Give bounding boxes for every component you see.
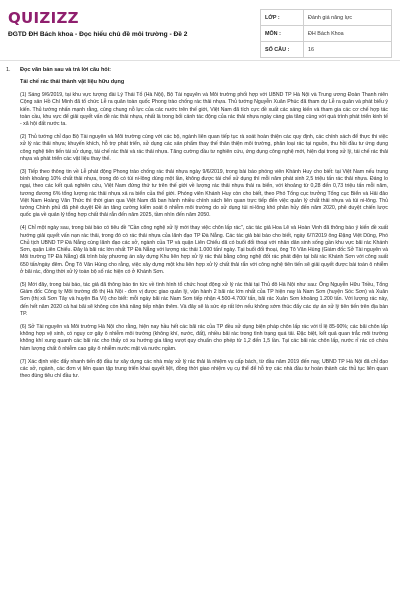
info-row-subject	[261, 26, 392, 42]
info-value: Đánh giá năng lực	[304, 10, 392, 26]
passage-paragraph: (7) Xác định việc đẩy nhanh tiến độ đầu tư xây dựng các nhà máy xử lý rác thải là nhiệm vụ cấp bách, từ đầu năm 2019 đến nay, UBND TP Hà Nội đã chỉ đạo các sở, ngành, các đơn vị liên quan tập trung triển khai quyết liệt, đồng thời giao nhiệm vụ cụ thể để hỗ trợ các nhà đầu tư hoàn thành các thủ tục liên quan theo đúng tiêu chí đầu tư.	[20, 358, 388, 380]
question-header	[6, 66, 388, 74]
info-value: 16	[304, 42, 392, 58]
info-row-count	[261, 42, 392, 58]
passage-paragraph: (3) Tiếp theo thông tin về Lễ phát động Phong trào chống rác thải nhựa ngày 9/6/2019, trong bài báo phóng viên Khánh Huy cho biết: tại Việt Nam nếu trung bình khoảng 10% chất thải nhựa, trong đó có túi ni-lông dùng một lần, không được tái chế sử dụng thì mỗi năm phát sinh 2,5 triệu tấn rác thải nhựa. Đáng lo ngại, theo các kết quả nghiên cứu, Việt Nam đứng thứ tư trên thế giới về lượng rác thải nhựa thải ra biển, với khoảng từ 0,28 đến 0,73 triệu tấn mỗi năm, tương đương 6% tổng lượng rác thải nhựa xả ra biển của thế giới. Phóng viên Khánh Huy còn cho biết, theo Phó Tổng cục trưởng Tổng cục Biển và Hải đảo Việt Nam Hoàng Văn Thức thì thời gian qua Việt Nam đã ban hành nhiều chính sách liên quan trực tiếp đến việc quản lý chất thải nhựa và túi ni-lông. Thủ tướng Chính phủ đã phê duyệt Đề án tăng cường kiểm soát ô nhiễm môi trường do sử dụng túi ni-lông khó phân hủy đến năm 2020, phê duyệt chiến lược quốc gia về quản lý tổng hợp chất thải rắn đến năm 2025, tầm nhìn đến năm 2050.	[20, 168, 388, 219]
quizizz-logo: QUIZIZZ	[8, 9, 79, 27]
info-key: MÔN :	[261, 26, 304, 42]
question-number: 1.	[6, 67, 11, 73]
passage-paragraph: (6) Sở Tài nguyên và Môi trường Hà Nội cho rằng, hiện nay hầu hết các bãi rác của TP đều sử dụng biện pháp chôn lấp rác với tỉ lệ 85-90%; các bãi chôn lấp không hợp vệ sinh, có nguy cơ gây ô nhiễm môi trường (không khí, nước, đất), nhiều bãi rác trong tình trạng quá tải. Đặc biệt, kết quả quan trắc môi trường không khí xung quanh các bãi rác cho thấy có xu hướng gia tăng vượt quy chuẩn cho phép từ 1,2 đến 1,5 lần. Tại các bãi rác chôn lấp, nước rỉ rác có chứa hàm lượng chất ô nhiễm cao gây ô nhiễm nước mặt và nước ngầm.	[20, 323, 388, 352]
question-block	[6, 66, 388, 386]
passage-title: Tái chế rác thải thành vật liệu hữu dụng	[20, 79, 125, 85]
info-value: ĐH Bách Khoa	[304, 26, 392, 42]
passage-paragraph: (5) Mới đây, trong bài báo, tác giả đã thông báo tin tức về tình hình tổ chức hoạt động xử lý rác thải tại Thủ đô Hà Nội như sau: Ông Nguyễn Hữu Triều, Tổng Giám đốc Công ty Môi trường đô thị Hà Nội - đơn vị được giao quản lý, vận hành 2 bãi rác lớn nhất của TP hiện nay là Nam Sơn (huyện Sóc Sơn) và Xuân Sơn (thị xã Sơn Tây và huyện Ba Vì) cho biết: mỗi ngày bãi rác Nam Sơn tiếp nhận 4.500-4.700/ tấn, bãi rác Xuân Sơn khoảng 1.200 tấn. Với lượng rác này, đến hết năm 2020 cả hai bãi sẽ không còn khả năng tiếp nhận thêm. Và đây sẽ là sức ép rất lớn nếu không sớm thúc đẩy các dự án xử lý tiên tiến trên địa bàn TP.	[20, 281, 388, 318]
info-row-class	[261, 10, 392, 26]
info-key: LỚP :	[261, 10, 304, 26]
info-table	[260, 9, 392, 58]
info-key: SỐ CÂU :	[261, 42, 304, 58]
passage-paragraph: (2) Thủ tướng chỉ đạo Bộ Tài nguyên và Môi trường cùng với các bộ, ngành liên quan tiếp tục rà soát hoàn thiện các quy định, các chính sách để thực thi việc xử lý rác thải nhựa; khuyến khích, hỗ trợ phát triển, sử dụng các sản phẩm thay thế thân thiện môi trường, phân loại rác tại nguồn, thu hồi đầu tư ứng dụng công nghệ tiên tiến tái sử dụng, tái chế rác thải và rác thải nhựa. Tăng cường đầu tư nghiên cứu, ứng dụng công nghệ mới, hiện đại trong xử lý, tái chế rác thải nhựa và phát triển các vật liệu thay thế.	[20, 133, 388, 162]
header-divider	[0, 60, 400, 61]
question-instruction: Đọc văn bản sau và trả lời câu hỏi:	[20, 67, 112, 73]
passage-paragraph: (1) Sáng 9/6/2019, tại khu vực tượng đài Lý Thái Tổ (Hà Nội), Bộ Tài nguyên và Môi trường phối hợp với UBND TP Hà Nội và Trung ương Đoàn Thanh niên Cộng sản Hồ Chí Minh đã tổ chức Lễ ra quân toàn quốc Phong trào chống rác thải nhựa. Thủ tướng Nguyễn Xuân Phúc đã tham dự Lễ ra quân và phát biểu ý kiến. Thủ tướng nhấn mạnh rằng, cùng chung nỗ lực của các nước trên thế giới, Việt Nam đã tích cực đề xuất các sáng kiến và tham gia các cơ chế hợp tác toàn cầu, khu vực để giải quyết vấn đề rác thải nhựa, nhất là trong bối cảnh tác động của rác thải nhựa ngày càng gia tăng cùng với quá trình phát triển kinh tế - xã hội đất nước ta.	[20, 92, 388, 128]
passage-paragraph: (4) Chỉ một ngày sau, trong bài báo có tiêu đề "Cần công nghệ xử lý mới thay việc chôn lấp rác", các tác giả Hoa Lê và Hoàn Vinh đã thông báo ý kiến đề xuất hướng giải quyết vấn nạn rác thải, trong đó có rác thải nhựa của lãnh đạo TP Đà Nẵng. Các tác giả bài báo cho biết, ngày 6/7/2019 ông Đặng Việt Dũng, Phó Chủ tịch UBND TP Đà Nẵng cùng lãnh đạo các sở, ngành của TP và quận Liên Chiểu đã có buổi đối thoại với nhân dân sinh sống gần khu vực bãi rác Khánh Sơn, quận Liên Chiểu. Đây là bãi rác lớn nhất TP Đà Nẵng với lượng rác thải 1.000 tấn/ ngày. Tại buổi đối thoại, ông Tô Văn Hùng (Giám đốc Sở Tài nguyên và Môi trường TP Đà Nẵng) đã trình bày phương án xây dựng Khu liên hợp xử lý rác thải bằng công nghệ đốt rác phát điện tại bãi rác Khánh Sơn với công suất 650 tấn/ngày đêm. Ông Tô Văn Hùng cho rằng, việc xây dựng một khu liên hợp xử lý chất thải rắn với công nghệ tiên tiến sẽ giải quyết được bài toán ô nhiễm ở bãi rác, đồng thời xử lý toàn bộ số rác hiện có ở Khánh Sơn.	[20, 225, 388, 276]
worksheet-title: ĐGTD ĐH Bách khoa - Đọc hiểu chủ đề môi trường - Đề 2	[8, 31, 188, 38]
